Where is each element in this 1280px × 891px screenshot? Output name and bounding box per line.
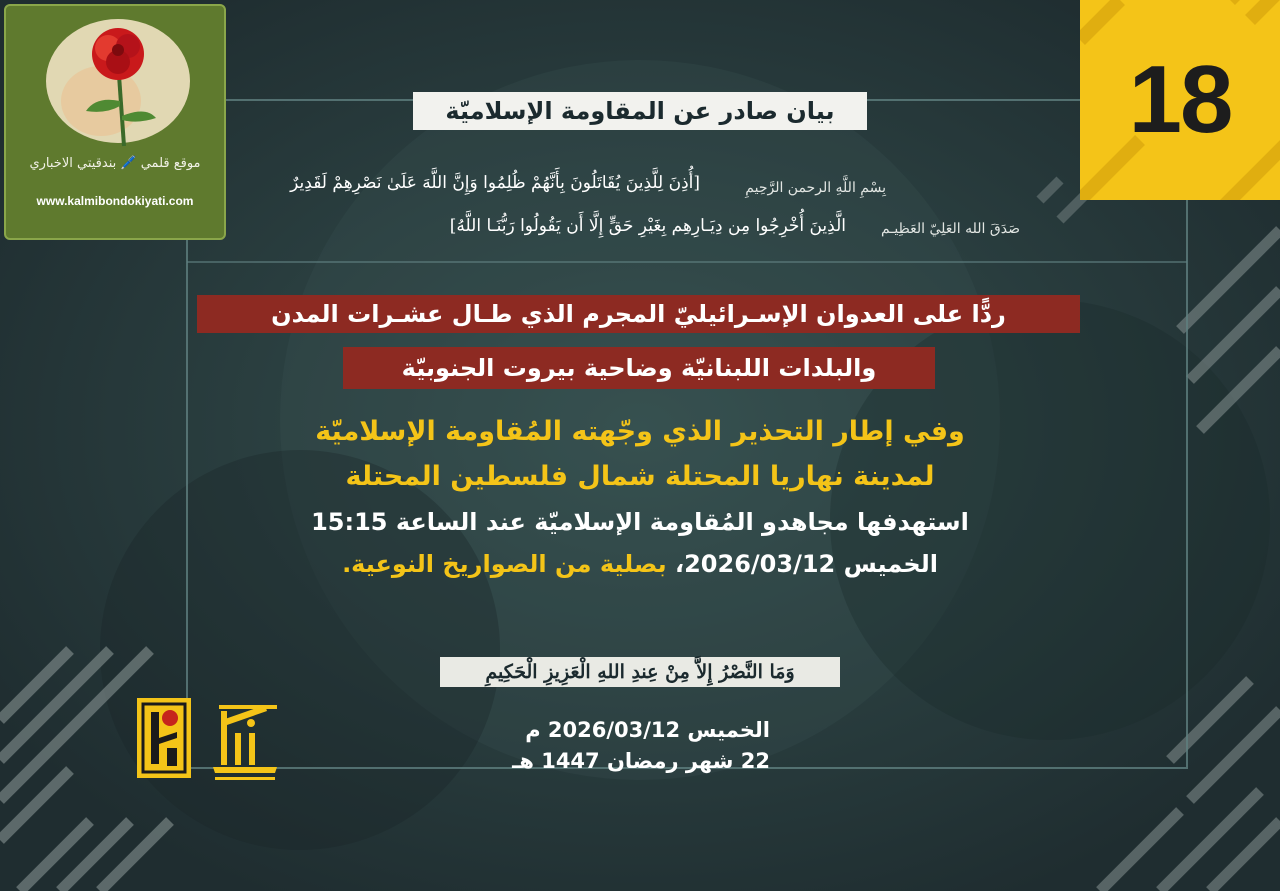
closing-verse: وَمَا النَّصْرُ إِلاَّ مِنْ عِندِ اللهِ الْعَزِيزِ الْحَكِيمِ (440, 657, 840, 687)
verse-sadaqa: صَدَقَ الله العَلِيّ العَظِيـم (881, 221, 1020, 237)
hezbollah-emblem (205, 695, 285, 785)
resistance-emblem (137, 698, 191, 778)
logo-url: www.kalmibondokiyati.com (36, 194, 194, 208)
body-line-4-action: بصلية من الصواريخ النوعية. (342, 550, 667, 578)
site-logo (4, 4, 226, 240)
logo-caption: موقع قلمي 🖊️ بندقيتي الاخباري (29, 156, 201, 171)
banner-line-2: والبلدات اللبنانيّة وضاحية بيروت الجنوبيّة (343, 347, 935, 389)
basmala: بِسْمِ اللَّهِ الرحمن الرَّحِيمِ (745, 180, 886, 196)
statement-number: 18 (1128, 46, 1232, 153)
body-line-3: استهدفها مجاهدو المُقاومة الإسلاميّة عند الساعة 15:15 (311, 508, 969, 536)
statement-number-badge (1080, 0, 1280, 200)
banner-line-1: ردًّا على العدوان الإسـرائيليّ المجرم الذي طـال عشـرات المدن (197, 295, 1080, 333)
verse-line-2: الَّذِينَ أُخْرِجُوا مِن دِيَـارِهِم بِغَيْرِ حَقٍّ إِلَّا أَن يَقُولُوا رَبُّنَـا اللَّهُ] (449, 216, 846, 236)
body-line-2: لمدينة نهاريا المحتلة شمال فلسطين المحتلة (345, 461, 935, 492)
body-line-4 (0, 550, 1280, 578)
verse-line-1: [أُذِنَ لِلَّذِينَ يُقَاتَلُونَ بِأَنَّهُمْ ظُلِمُوا وَإِنَّ اللَّهَ عَلَىٰ نَصْرِهِمْ لَقَدِيرٌ (290, 173, 700, 193)
flag-emblem-icon (205, 695, 285, 785)
body-line-4-date: الخميس 2026/03/12، (674, 550, 938, 578)
fighter-emblem-icon (137, 698, 191, 778)
body-line-1: وفي إطار التحذير الذي وجّهته المُقاومة الإسلاميّة (315, 416, 965, 447)
rose-icon (6, 6, 226, 156)
date-gregorian: الخميس 2026/03/12 م (525, 718, 770, 742)
page-title: بيان صادر عن المقاومة الإسلاميّة (413, 92, 867, 130)
date-hijri: 22 شهر رمضان 1447 هـ (512, 749, 770, 773)
